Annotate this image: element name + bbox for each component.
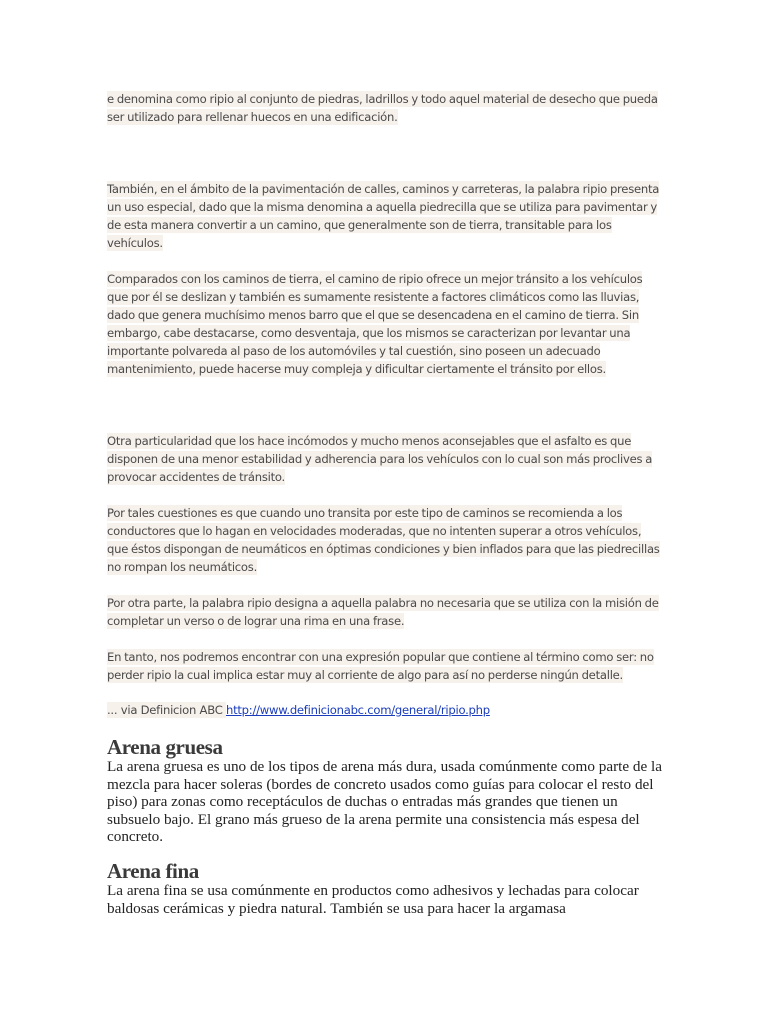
ripio-driving-advice-paragraph — [107, 504, 665, 576]
section-heading-arena-gruesa: Arena gruesa — [107, 735, 223, 759]
source-label: ... via Definicion ABC — [107, 703, 226, 717]
paragraph-text: En tanto, nos podremos encontrar con una expresión popular que contiene al término como ser: no perder ripio la cual implica estar muy al corriente de algo para así no perderse ningún detalle. — [107, 650, 654, 682]
paragraph-text: Por tales cuestiones es que cuando uno transita por este tipo de caminos se recomienda a los conductores que lo hagan en velocidades moderadas, que no intenten superar a otros vehículos, que éstos dispongan de neumáticos en óptimas condiciones y bien inflados para que las piedrecillas no rompan los neumáticos. — [107, 506, 660, 574]
ripio-paving-paragraph — [107, 180, 665, 252]
source-attribution — [107, 701, 665, 719]
ripio-comparison-paragraph — [107, 270, 665, 378]
paragraph-text: e denomina como ripio al conjunto de piedras, ladrillos y todo aquel material de desecho que pueda ser utilizado para rellenar huecos en una edificación. — [107, 92, 658, 124]
section-heading-arena-fina: Arena fina — [107, 859, 199, 883]
paragraph-text: Por otra parte, la palabra ripio designa a aquella palabra no necesaria que se utiliza con la misión de completar un verso o de lograr una rima en una frase. — [107, 596, 659, 628]
section-text-arena-fina: La arena fina se usa comúnmente en productos como adhesivos y lechadas para colocar baldosas cerámicas y piedra natural. También se usa para hacer la argamasa — [107, 882, 639, 917]
paragraph-text: Otra particularidad que los hace incómodos y mucho menos aconsejables que el asfalto es que disponen de una menor estabilidad y adherencia para los vehículos con lo cual son más proclives a provocar accidentes de tránsito. — [107, 434, 653, 484]
source-link[interactable]: http://www.definicionabc.com/general/ripio.php — [225, 703, 490, 717]
ripio-expression-paragraph — [107, 648, 665, 684]
section-text-arena-gruesa: La arena gruesa es uno de los tipos de arena más dura, usada comúnmente como parte de la mezcla para hacer soleras (bordes de concreto usados como guías para colocar el resto del piso) para zonas como receptáculos de duchas o entradas más grandes que tienen un subsuelo bajo. El grano más grueso de la arena permite una consistencia más espesa del concreto. — [107, 758, 662, 846]
paragraph-text: También, en el ámbito de la pavimentación de calles, caminos y carreteras, la palabra ripio presenta un uso especial, dado que la misma denomina a aquella piedrecilla que se utiliza para pavimentar y de esta manera convertir a un camino, que generalmente son de tierra, transitable para los vehículos. — [107, 182, 660, 250]
paragraph-text: Comparados con los caminos de tierra, el camino de ripio ofrece un mejor tránsito a los vehículos que por él se deslizan y también es sumamente resistente a factores climáticos como las lluvias, dado que genera muchísimo menos barro que el que se desencadena en el camino de tierra. Sin embargo, cabe destacarse, como desventaja, que los mismos se caracterizan por levantar una importante polvareda al paso de los automóviles y tal cuestión, sino poseen un adecuado mantenimiento, puede hacerse muy compleja y dificultar ciertamente el tránsito por ellos. — [107, 272, 643, 376]
ripio-drawbacks-paragraph — [107, 432, 665, 486]
ripio-definition-paragraph — [107, 90, 665, 126]
ripio-poetry-paragraph — [107, 594, 665, 630]
